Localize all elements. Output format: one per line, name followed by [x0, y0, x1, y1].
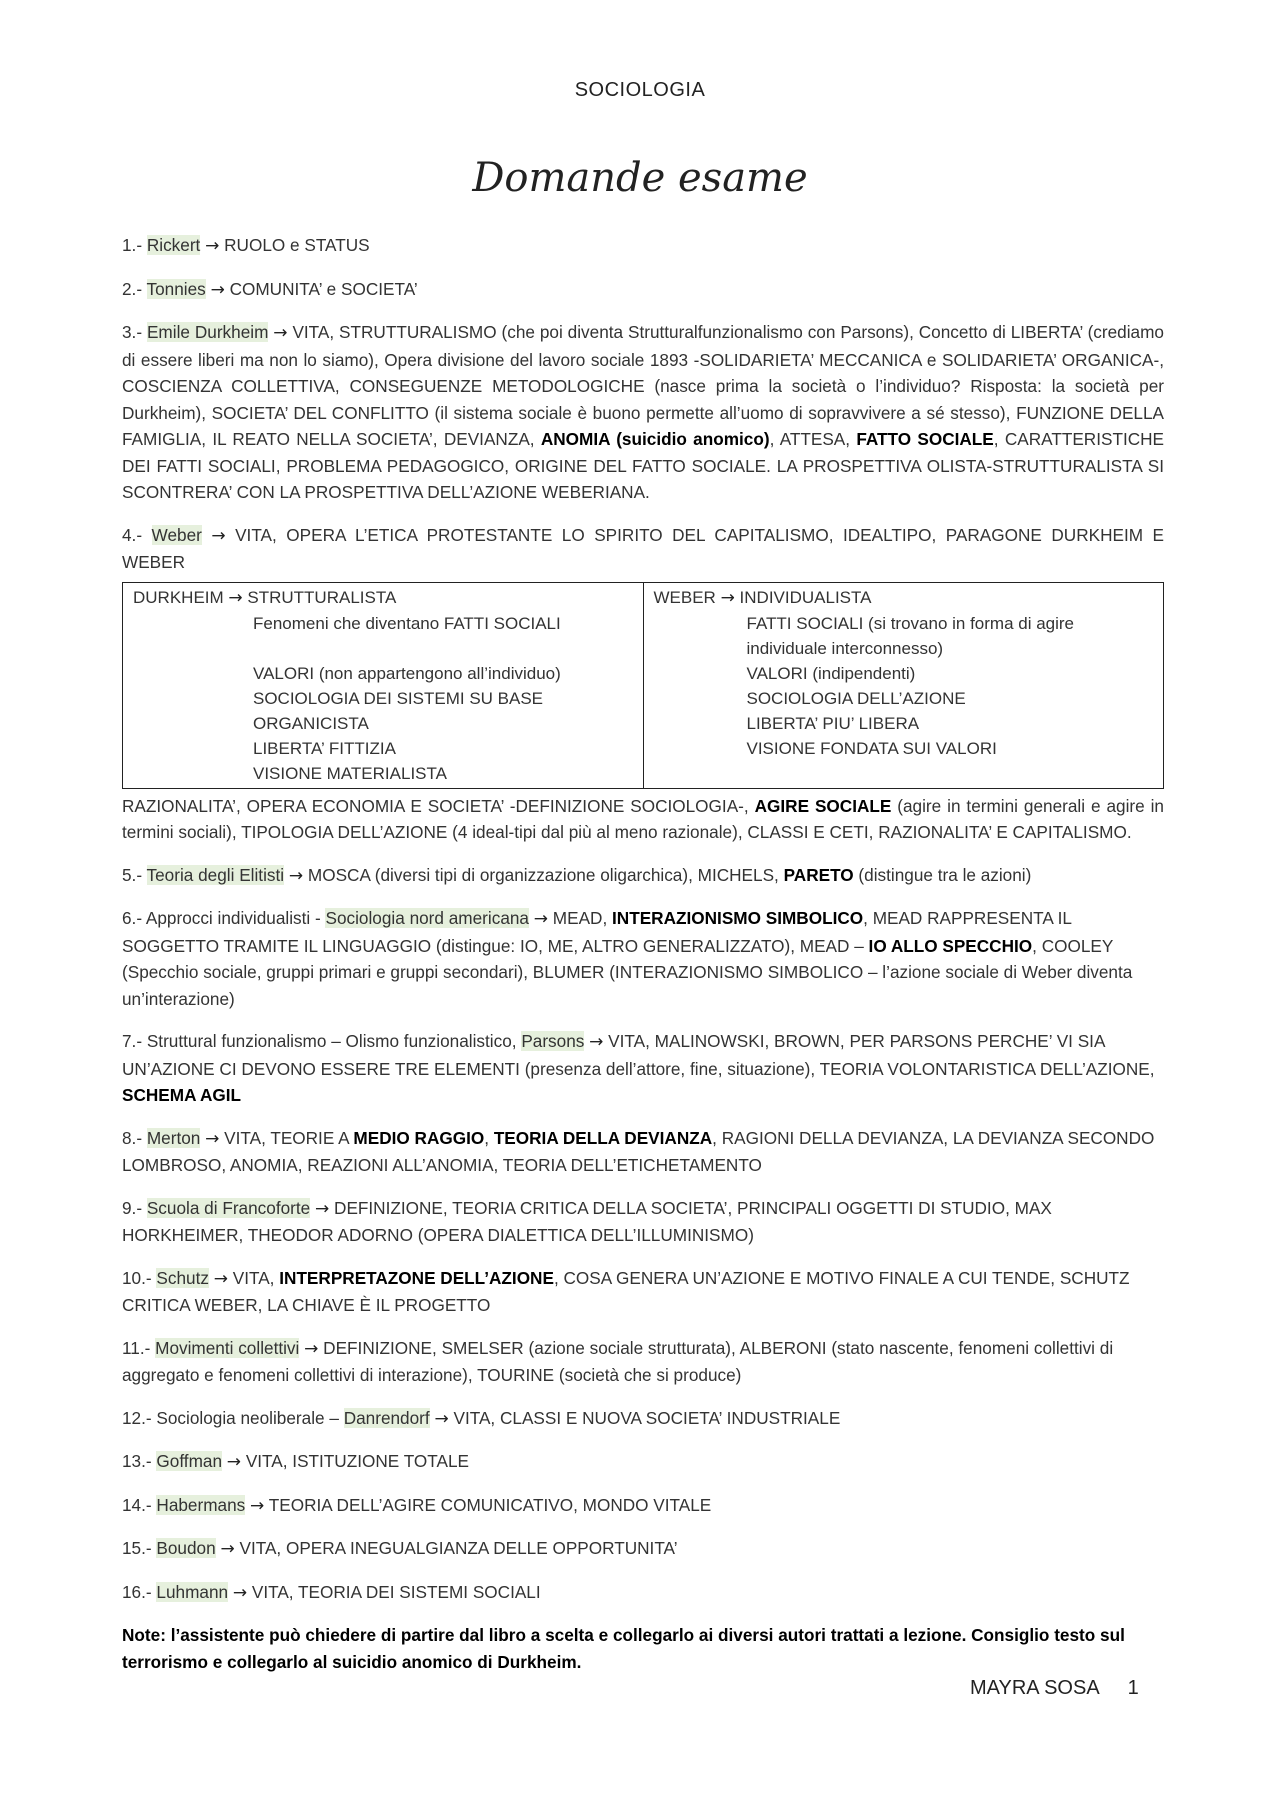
question-text: DEFINIZIONE, SMELSER (azione sociale strutturata), ALBERONI (stato nascente, fenomeni collettivi di aggregato e fenomeni collettivi di interazione), TOURINE (società che si produce) [122, 1337, 1114, 1385]
page-title: Domande esame [472, 155, 808, 201]
bold-term: MEDIO RAGGIO [353, 1127, 485, 1148]
question-number: 15.- [122, 1538, 157, 1558]
list-item: SOCIOLOGIA DEI SISTEMI SU BASE ORGANICISTA [253, 688, 544, 733]
list-item: LIBERTA’ PIU’ LIBERA [746, 713, 920, 733]
author-highlight: Luhmann [156, 1581, 229, 1602]
author-highlight: Emile Durkheim [146, 322, 269, 342]
author-highlight: Scuola di Francoforte [146, 1197, 311, 1218]
arrow-icon: → [533, 909, 549, 929]
question-text: MEAD, [548, 908, 613, 928]
arrow-icon: → [288, 865, 304, 886]
bold-term: ANOMIA (suicidio anomico) [540, 429, 770, 449]
author-highlight: Movimenti collettivi [155, 1337, 300, 1358]
question-11 [122, 1335, 1164, 1389]
question-1 [122, 232, 1164, 260]
question-16 [122, 1579, 1164, 1607]
author-highlight: Rickert [146, 235, 201, 255]
question-4 [122, 522, 1164, 576]
arrow-icon: → [211, 525, 226, 546]
author-highlight: Merton [146, 1127, 201, 1148]
weber-column [643, 582, 1164, 788]
question-13 [122, 1448, 1164, 1476]
bold-term: PARETO [783, 864, 854, 885]
question-9 [122, 1195, 1164, 1249]
author-highlight: Danrendorf [343, 1407, 430, 1428]
question-14 [122, 1492, 1164, 1520]
list-item: VALORI (indipendenti) [746, 663, 916, 683]
question-text: RUOLO e STATUS [219, 235, 370, 255]
question-number: 2.- [122, 278, 147, 299]
bold-term: IO ALLO SPECCHIO [868, 935, 1033, 956]
list-item [253, 636, 633, 661]
author-name: MAYRA SOSA [970, 1677, 1100, 1699]
bold-term: INTERAZIONISMO SIMBOLICO [612, 908, 864, 928]
question-7 [122, 1028, 1164, 1109]
question-number: 8.- [122, 1127, 147, 1148]
column-heading: WEBER → INDIVIDUALISTA [653, 587, 872, 608]
page-header: SOCIOLOGIA [574, 79, 706, 101]
question-number: 1.- [122, 235, 147, 255]
question-5 [122, 862, 1164, 890]
author-highlight: Weber [151, 524, 202, 545]
arrow-icon: → [720, 587, 735, 608]
question-text: VITA, CLASSI E NUOVA SOCIETA’ INDUSTRIALE [448, 1407, 841, 1428]
list-item: SOCIOLOGIA DELL’AZIONE [746, 688, 966, 708]
arrow-icon: → [434, 1408, 449, 1429]
bold-term: AGIRE SOCIALE [754, 795, 892, 816]
question-text: , ATTESA, [769, 429, 857, 449]
author-highlight: Tonnies [146, 278, 206, 299]
arrow-icon: → [220, 1539, 235, 1559]
list-item: LIBERTA’ FITTIZIA [253, 738, 396, 758]
question-number: 10.- [122, 1267, 157, 1288]
arrow-icon: → [589, 1032, 604, 1052]
question-text: , COSA GENERA UN’AZIONE E MOTIVO FINALE A CUI TENDE, SCHUTZ CRITICA WEBER, LA CHIAVE È IL PROGETTO [122, 1267, 1130, 1315]
question-6 [122, 905, 1164, 1012]
question-2 [122, 276, 1164, 304]
durkheim-column [123, 582, 644, 788]
author-highlight: Teoria degli Elitisti [146, 864, 285, 885]
question-text: (distingue tra le azioni) [853, 864, 1032, 885]
list-item: VISIONE MATERIALISTA [253, 763, 447, 783]
question-number: 9.- [122, 1197, 147, 1218]
question-number: 5.- [122, 864, 147, 885]
question-text: VITA, OPERA INEGUALGIANZA DELLE OPPORTUNITA’ [234, 1538, 678, 1558]
column-heading: DURKHEIM → STRUTTURALISTA [133, 587, 397, 608]
question-15 [122, 1535, 1164, 1563]
question-number: 16.- [122, 1581, 157, 1602]
question-8 [122, 1125, 1164, 1179]
author-highlight: Boudon [156, 1538, 216, 1558]
bold-term: TEORIA DELLA DEVIANZA [493, 1127, 713, 1148]
question-text: VITA, STRUTTURALISMO (che poi diventa Strutturalfunzionalismo con Parsons), Concetto di LIBERTA’ (crediamo di essere liberi ma non lo siamo), Opera divisione del lavoro sociale 1893 -SOLIDARIETA’ MECCANICA e SOLIDARIETA’ ORGANICA-, COSCIENZA COLLETTIVA, CONSEGUENZE METODOLOGICHE (nasce prima la società o l’individuo? Risposta: la società per Durkheim), SOCIETA’ DEL CONFLITTO (il sistema sociale è buono permette all’uomo di sopravvivere a sé stesso), FUNZIONE DELLA FAMIGLIA, IL REATO NELLA SOCIETA’, DEVIANZA, [122, 322, 1164, 449]
question-text: MOSCA (diversi tipi di organizzazione oligarchica), MICHELS, [303, 864, 784, 885]
author-highlight: Schutz [156, 1267, 209, 1288]
question-text: VITA, [227, 1267, 280, 1288]
column-items [133, 611, 633, 786]
question-text: DEFINIZIONE, TEORIA CRITICA DELLA SOCIETA’, PRINCIPALI OGGETTI DI STUDIO, MAX HORKHEIMER, THEODOR ADORNO (OPERA DIALETTICA DELL’ILLUMINISMO) [122, 1197, 1052, 1245]
arrow-icon: → [273, 323, 288, 343]
question-4-continued [122, 793, 1164, 846]
bold-term: SCHEMA AGIL [122, 1085, 242, 1105]
question-text: , COOLEY (Specchio sociale, gruppi primari e gruppi secondari), BLUMER (INTERAZIONISMO SIMBOLICO – l’azione sociale di Weber diventa un’interazione) [122, 935, 1133, 1009]
arrow-icon: → [213, 1268, 228, 1289]
question-text: , CARATTERISTICHE DEI FATTI SOCIALI, PROBLEMA PEDAGOGICO, ORIGINE DEL FATTO SOCIALE. LA PROSPETTIVA OLISTA-STRUTTURALISTA SI SCONTRERA’ CON LA PROSPETTIVA DELL’AZIONE WEBERIANA. [122, 429, 1165, 502]
arrow-icon: → [210, 279, 225, 300]
list-item: VALORI (non appartengono all’individuo) [253, 663, 561, 683]
arrow-icon: → [250, 1495, 265, 1516]
comparison-table [122, 582, 1164, 789]
arrow-icon: → [205, 1128, 220, 1149]
author-highlight: Habermans [156, 1494, 246, 1515]
arrow-icon: → [226, 1452, 242, 1472]
question-text: 12.- Sociologia neoliberale – [122, 1407, 344, 1428]
question-3 [122, 319, 1164, 506]
question-text: TEORIA DELL’AGIRE COMUNICATIVO, MONDO VITALE [264, 1494, 712, 1515]
bold-term: INTERPRETAZONE DELL’AZIONE [279, 1267, 554, 1288]
author-highlight: Goffman [156, 1451, 223, 1471]
question-text: 6.- Approcci individualisti - [122, 908, 326, 928]
list-item: Fenomeni che diventano FATTI SOCIALI [253, 613, 561, 633]
question-text: VITA, MALINOWSKI, BROWN, PER PARSONS PERCHE’ VI SIA UN’AZIONE CI DEVONO ESSERE TRE ELEMENTI (presenza dell’attore, fine, situazione), TEORIA VOLONTARISTICA DELL’AZIONE, [122, 1031, 1155, 1079]
question-text: (agire in termini generali e agire in termini sociali), TIPOLOGIA DELL’AZIONE (4 ideal-tipi dal più al meno razionale), CLASSI E CETI, RAZIONALITA’ E CAPITALISMO. [122, 795, 1164, 842]
author-highlight: Sociologia nord americana [325, 908, 529, 928]
page-footer [970, 1677, 1139, 1700]
arrow-icon: → [228, 587, 243, 608]
question-number: 11.- [122, 1337, 156, 1358]
question-number: 13.- [122, 1451, 157, 1471]
question-number: 14.- [122, 1494, 157, 1515]
exam-note: Note: l’assistente può chiedere di partire dal libro a scelta e collegarlo ai diversi autori trattati a lezione. Consiglio testo sul terrorismo e collegarlo al suicidio anomico di Durkheim. [122, 1625, 1125, 1672]
question-text: , [484, 1127, 494, 1148]
question-12 [122, 1405, 1164, 1433]
arrow-icon: → [232, 1582, 248, 1603]
question-text: VITA, ISTITUZIONE TOTALE [241, 1451, 469, 1471]
question-text: VITA, OPERA L’ETICA PROTESTANTE LO SPIRITO DEL CAPITALISMO, IDEALTIPO, PARAGONE DURKHEIM E WEBER [122, 524, 1164, 572]
list-item: VISIONE FONDATA SUI VALORI [746, 738, 997, 758]
list-item: FATTI SOCIALI (si trovano in forma di agire individuale interconnesso) [746, 613, 1075, 658]
question-number: 4.- [122, 524, 152, 545]
question-text: RAZIONALITA’, OPERA ECONOMIA E SOCIETA’ -DEFINIZIONE SOCIOLOGIA-, [122, 795, 755, 816]
question-number: 3.- [122, 322, 147, 342]
question-text: , RAGIONI DELLA DEVIANZA, LA DEVIANZA SECONDO LOMBROSO, ANOMIA, REAZIONI ALL’ANOMIA, TEORIA DELL’ETICHETAMENTO [122, 1127, 1155, 1175]
arrow-icon: → [205, 236, 220, 256]
question-text: , MEAD RAPPRESENTA IL SOGGETTO TRAMITE IL LINGUAGGIO (distingue: IO, ME, ALTRO GENERALIZZATO), MEAD – [122, 908, 1072, 956]
author-highlight: Parsons [521, 1031, 585, 1051]
question-text: VITA, TEORIE A [219, 1127, 354, 1148]
arrow-icon: → [315, 1198, 330, 1219]
question-text: COMUNITA’ e SOCIETA’ [224, 278, 418, 299]
question-text: 7.- Struttural funzionalismo – Olismo funzionalistico, [122, 1031, 522, 1051]
question-10 [122, 1265, 1164, 1319]
question-text: VITA, TEORIA DEI SISTEMI SOCIALI [247, 1581, 541, 1602]
arrow-icon: → [304, 1338, 319, 1359]
page-number: 1 [1127, 1677, 1139, 1699]
column-items [654, 611, 1154, 761]
bold-term: FATTO SOCIALE [856, 429, 994, 449]
question-list [122, 232, 1164, 1691]
